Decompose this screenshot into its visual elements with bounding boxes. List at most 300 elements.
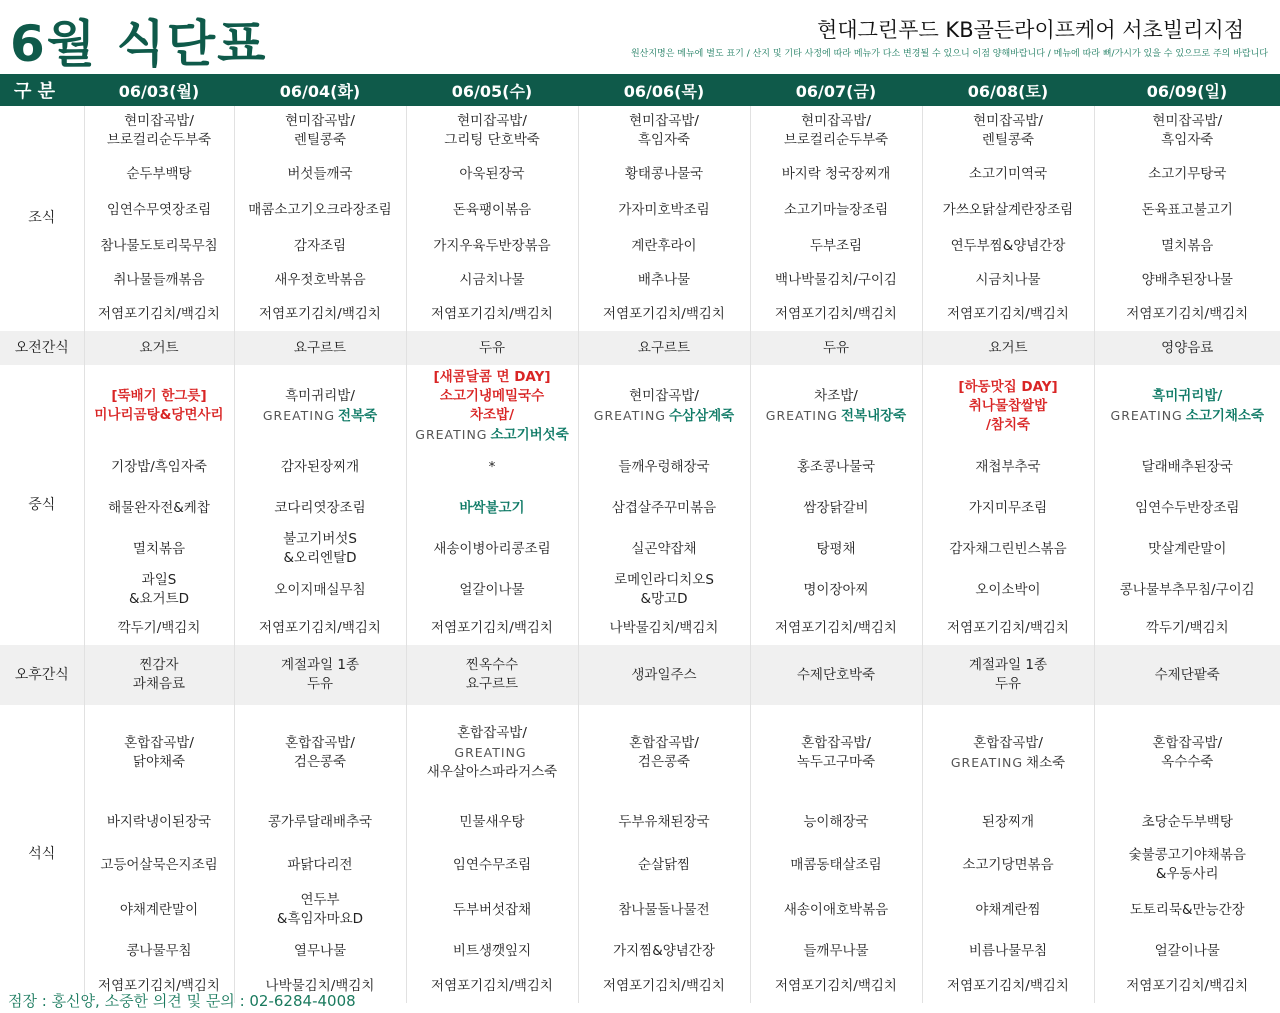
menu-text: 파닭다리전 [287, 856, 353, 873]
rice-text: 혼합잡곡밥/ 닭야채죽 [124, 735, 194, 770]
menu-cell [922, 365, 1094, 447]
day-header: 06/04(화) [234, 74, 406, 106]
menu-cell [578, 264, 750, 297]
menu-cell [84, 705, 234, 801]
menu-text: 초당순두부백탕 [1141, 813, 1233, 830]
snack-item: 찐옥수수 요구르트 [465, 657, 519, 692]
menu-cell [1094, 969, 1280, 1003]
menu-cell [578, 106, 750, 156]
menu-text: 현미잡곡밥/ 그리팅 단호박죽 [444, 113, 540, 148]
menu-cell [234, 331, 406, 365]
menu-cell [578, 801, 750, 843]
dinner-label: 석식 [28, 845, 56, 862]
menu-text: 저염포기김치/백김치 [947, 619, 1069, 636]
porridge-name: 전복죽 [338, 407, 378, 424]
menu-text: 고등어살묵은지조림 [100, 856, 218, 873]
menu-text: 소고기무탕국 [1148, 165, 1227, 182]
menu-text: 콩가루달래배추국 [267, 813, 373, 830]
menu-text: 기장밥/흑임자죽 [111, 458, 207, 475]
menu-cell [750, 228, 922, 264]
menu-text: 들깨우렁해장국 [618, 458, 710, 475]
porridge-name: 채소죽 [1026, 754, 1066, 771]
menu-cell [234, 529, 406, 569]
menu-cell [750, 331, 922, 365]
menu-cell [406, 969, 578, 1003]
menu-cell [578, 297, 750, 331]
menu-text: 멸치볶음 [1161, 237, 1214, 254]
menu-cell [234, 365, 406, 447]
menu-cell [922, 297, 1094, 331]
porridge-name: 수삼삼계죽 [669, 407, 735, 424]
menu-text: 가지미무조림 [968, 499, 1048, 516]
menu-text: 오이지매실무침 [274, 581, 366, 598]
menu-cell [406, 192, 578, 228]
menu-text: 현미잡곡밥/ 흑임자죽 [1152, 113, 1223, 148]
menu-text: 코다리엿장조림 [274, 499, 366, 516]
menu-cell [234, 156, 406, 192]
snack-item: 두유 [478, 339, 506, 356]
lunch-row [0, 611, 1280, 645]
menu-text: 시금치나물 [975, 272, 1041, 288]
snack-item: 요거트 [139, 339, 179, 356]
menu-text: 명이장아찌 [803, 581, 869, 598]
snack-item: 요구르트 [293, 339, 347, 356]
menu-text: 배추나물 [637, 272, 691, 288]
menu-text: 감자된장찌개 [280, 458, 360, 475]
menu-cell [1094, 331, 1280, 365]
menu-text: 저염포기김치/백김치 [603, 977, 725, 994]
menu-table [0, 74, 1280, 1003]
menu-cell [1094, 887, 1280, 933]
menu-text: 재첩부추국 [975, 458, 1041, 475]
menu-cell [578, 487, 750, 529]
breakfast-row [0, 264, 1280, 297]
menu-cell [750, 192, 922, 228]
menu-text: 비트생깻잎지 [452, 942, 532, 959]
menu-cell [234, 705, 406, 801]
menu-cell [84, 106, 234, 156]
menu-cell [922, 228, 1094, 264]
menu-text: 저염포기김치/백김치 [431, 977, 553, 994]
menu-text: 두부조림 [809, 237, 863, 254]
menu-cell [1094, 529, 1280, 569]
menu-text: 실곤약잡채 [631, 540, 697, 557]
menu-cell [406, 843, 578, 887]
corner-label: 구 분 [0, 74, 84, 106]
menu-cell [922, 264, 1094, 297]
menu-text: 얼갈이나물 [459, 581, 525, 598]
dinner-row [0, 801, 1280, 843]
menu-text: 매콤동태살조림 [790, 856, 882, 873]
menu-cell [234, 487, 406, 529]
menu-cell [750, 487, 922, 529]
snack-item: 계절과일 1종 두유 [968, 657, 1048, 692]
menu-cell [84, 569, 234, 611]
menu-text: 취나물들깨볶음 [113, 272, 205, 288]
rice-text: 혼합잡곡밥/ [457, 725, 527, 741]
menu-cell [922, 192, 1094, 228]
menu-cell [922, 645, 1094, 705]
breakfast-row [0, 192, 1280, 228]
menu-text: 열무나물 [293, 942, 347, 959]
menu-cell [578, 887, 750, 933]
menu-text: 능이해장국 [803, 813, 869, 830]
menu-cell [406, 933, 578, 969]
menu-text: 감자채그린빈스볶음 [949, 540, 1067, 557]
menu-cell [578, 645, 750, 705]
menu-text: 감자조림 [293, 237, 347, 254]
menu-cell [922, 569, 1094, 611]
porridge-line [579, 406, 750, 426]
day-header: 06/08(토) [922, 74, 1094, 106]
menu-cell [1094, 645, 1280, 705]
footer-contact: 점장 : 홍신양, 소중한 의견 및 문의 : 02-6284-4008 [8, 992, 356, 1010]
menu-cell [578, 569, 750, 611]
breakfast-row [0, 156, 1280, 192]
pm_snack-label: 오후간식 [0, 645, 84, 705]
menu-cell [578, 705, 750, 801]
menu-cell [406, 228, 578, 264]
menu-cell [1094, 192, 1280, 228]
menu-cell [750, 297, 922, 331]
snack-item: 영양음료 [1161, 339, 1214, 356]
menu-text: 도토리묵&만능간장 [1129, 901, 1245, 918]
menu-cell [922, 887, 1094, 933]
special-menu: [하동맛집 DAY] 취나물찹쌀밥 /참치죽 [958, 378, 1058, 433]
porridge-name: 소고기버섯죽 [490, 426, 569, 443]
menu-cell [406, 887, 578, 933]
menu-text: 탕평채 [816, 540, 856, 557]
menu-text: 두부버섯잡채 [452, 901, 532, 918]
menu-cell [84, 487, 234, 529]
day-header: 06/07(금) [750, 74, 922, 106]
menu-text: 새송이애호박볶음 [783, 901, 889, 918]
rice-text: 혼합잡곡밥/ 옥수수죽 [1152, 735, 1223, 770]
menu-cell [84, 264, 234, 297]
menu-cell [578, 969, 750, 1003]
menu-cell [234, 192, 406, 228]
menu-cell [234, 297, 406, 331]
menu-text: 임연수무조림 [452, 856, 532, 873]
menu-cell [84, 611, 234, 645]
menu-cell [922, 705, 1094, 801]
menu-cell [84, 529, 234, 569]
menu-text: 해물완자전&케찹 [108, 499, 210, 516]
menu-cell [922, 331, 1094, 365]
menu-cell [406, 705, 578, 801]
menu-text: 연두부찜&양념간장 [950, 237, 1066, 254]
menu-cell [406, 297, 578, 331]
menu-text: 가지찜&양념간장 [613, 942, 715, 959]
menu-text: 황태콩나물국 [624, 165, 704, 182]
snack-item: 생과일주스 [631, 666, 697, 683]
snack-item: 수제단호박죽 [796, 666, 876, 683]
menu-text: 오이소박이 [975, 581, 1041, 598]
porridge-name: 전복내장죽 [841, 407, 907, 424]
menu-cell [84, 297, 234, 331]
am_snack-label: 오전간식 [0, 331, 84, 365]
menu-cell [84, 447, 234, 487]
menu-text: 현미잡곡밥/ 흑임자죽 [629, 113, 699, 148]
menu-cell [578, 228, 750, 264]
menu-text: 저염포기김치/백김치 [603, 305, 725, 322]
menu-text: 돈육팽이볶음 [452, 201, 532, 218]
menu-cell [406, 487, 578, 529]
breakfast-row [0, 297, 1280, 331]
menu-text: 시금치나물 [459, 272, 525, 288]
menu-cell [406, 264, 578, 297]
menu-cell [234, 843, 406, 887]
menu-cell [234, 645, 406, 705]
menu-cell [84, 192, 234, 228]
menu-cell [1094, 705, 1280, 801]
snack-item: 요거트 [988, 339, 1028, 356]
menu-cell [406, 611, 578, 645]
menu-text: 돈육표고불고기 [1141, 201, 1233, 218]
menu-text: 매콤소고기오크라장조림 [248, 201, 392, 218]
menu-cell [922, 801, 1094, 843]
day-header: 06/09(일) [1094, 74, 1280, 106]
greating-logo: GREATING [1110, 407, 1183, 423]
menu-cell [922, 969, 1094, 1003]
menu-cell [750, 529, 922, 569]
menu-text: 새우젓호박볶음 [274, 272, 366, 288]
menu-text: 저염포기김치/백김치 [98, 305, 220, 322]
menu-text: 저염포기김치/백김치 [259, 619, 381, 636]
menu-text: 비름나물무침 [968, 942, 1048, 959]
origin-note: 원산지명은 메뉴에 별도 표기 / 산지 및 기타 사정에 따라 메뉴가 다소 변경될 수 있으니 이점 양해바랍니다 / 메뉴에 따라 뼈/가시가 있을 수 있으므로 주의 바랍니다 [630, 49, 1268, 59]
menu-cell [84, 933, 234, 969]
menu-cell [406, 645, 578, 705]
menu-text: 콩나물부추무침/구이김 [1119, 581, 1255, 598]
menu-text: 순두부백탕 [126, 165, 192, 182]
menu-text: 저염포기김치/백김치 [431, 619, 553, 636]
menu-text: 계란후라이 [631, 237, 697, 254]
rice-text: 혼합잡곡밥/ 녹두고구마죽 [796, 735, 876, 770]
menu-cell [578, 933, 750, 969]
menu-cell [750, 447, 922, 487]
special-rice: 차조밥/ [469, 406, 515, 423]
menu-cell [84, 331, 234, 365]
menu-cell [234, 611, 406, 645]
menu-text: 두부유채된장국 [618, 813, 710, 830]
menu-text: 숯불콩고기야채볶음 &우동사리 [1128, 847, 1246, 882]
lunch-row [0, 569, 1280, 611]
menu-text: 로메인라디치오S &망고D [614, 572, 714, 607]
porridge-line [407, 743, 578, 763]
greating-logo: GREATING [765, 407, 838, 423]
menu-cell [406, 801, 578, 843]
menu-text: 나박물김치/백김치 [609, 619, 719, 636]
pm_snack-row [0, 645, 1280, 705]
snack-item: 찐감자 과채음료 [132, 657, 186, 692]
menu-cell [84, 645, 234, 705]
header-row [0, 74, 1280, 106]
menu-text: 삼겹살주꾸미볶음 [611, 499, 717, 516]
page-title: 6월 식단표 [10, 15, 268, 73]
menu-text: 아욱된장국 [459, 165, 525, 182]
menu-cell [406, 569, 578, 611]
menu-cell [234, 228, 406, 264]
menu-cell [922, 611, 1094, 645]
menu-cell [1094, 156, 1280, 192]
menu-cell [406, 447, 578, 487]
porridge-line [1095, 406, 1280, 426]
menu-cell [922, 106, 1094, 156]
menu-cell [750, 843, 922, 887]
menu-text: 홍조콩나물국 [796, 458, 876, 475]
menu-text: 연두부 &흑임자마요D [276, 892, 364, 927]
lunch-row [0, 529, 1280, 569]
menu-cell [84, 228, 234, 264]
porridge-line [923, 753, 1094, 773]
menu-cell [406, 365, 578, 447]
menu-cell [406, 529, 578, 569]
dinner-row [0, 843, 1280, 887]
breakfast-row [0, 228, 1280, 264]
special-menu: [새콤달콤 면 DAY] 소고기냉메밀국수 [433, 368, 551, 404]
menu-text: 바싹불고기 [459, 499, 525, 516]
menu-cell [1094, 843, 1280, 887]
menu-cell [234, 264, 406, 297]
day-header: 06/06(목) [578, 74, 750, 106]
menu-text: 야채계란말이 [119, 901, 199, 918]
menu-cell [922, 487, 1094, 529]
menu-text: 저염포기김치/백김치 [259, 305, 381, 322]
menu-cell [750, 645, 922, 705]
menu-cell [234, 447, 406, 487]
menu-text: 현미잡곡밥/ 렌틸콩죽 [973, 113, 1043, 148]
menu-text: 소고기당면볶음 [962, 856, 1054, 873]
greating-logo: GREATING [593, 407, 666, 423]
menu-text: 콩나물무침 [126, 942, 192, 959]
menu-cell [750, 106, 922, 156]
menu-text: 현미잡곡밥/ 렌틸콩죽 [285, 113, 355, 148]
greating-logo: GREATING [950, 754, 1024, 770]
menu-text: 버섯들깨국 [287, 165, 353, 182]
porridge-line [407, 425, 578, 445]
menu-cell [750, 569, 922, 611]
menu-cell [234, 801, 406, 843]
menu-text: 과일S &요거트D [128, 572, 190, 607]
menu-text: 저염포기김치/백김치 [775, 305, 897, 322]
greating-logo: GREATING [262, 407, 336, 423]
dinner-row [0, 933, 1280, 969]
menu-cell [750, 264, 922, 297]
menu-text: 저염포기김치/백김치 [98, 977, 220, 994]
menu-cell [750, 156, 922, 192]
porridge-line [751, 406, 922, 426]
menu-text: 바지락 청국장찌개 [781, 165, 891, 182]
menu-cell [1094, 106, 1280, 156]
menu-text: 저염포기김치/백김치 [1126, 305, 1249, 322]
menu-cell [578, 529, 750, 569]
menu-cell [578, 843, 750, 887]
lunch-label: 중식 [28, 496, 56, 513]
menu-text: 소고기미역국 [968, 165, 1048, 182]
menu-cell [578, 156, 750, 192]
menu-text: 들깨무나물 [803, 942, 869, 959]
menu-cell [234, 933, 406, 969]
rice-text: 흑미귀리밥/ [285, 387, 355, 404]
snack-item: 두유 [822, 339, 850, 356]
menu-text: 양배추된장나물 [1141, 272, 1233, 288]
menu-text: 저염포기김치/백김치 [947, 977, 1069, 994]
menu-text: 바지락냉이된장국 [106, 813, 212, 830]
menu-text: 저염포기김치/백김치 [775, 977, 897, 994]
menu-text: 참나물돌나물전 [618, 901, 710, 918]
menu-cell [84, 843, 234, 887]
menu-text: 저염포기김치/백김치 [775, 619, 897, 636]
menu-body [0, 106, 1280, 1003]
rice-text: 차조밥/ [814, 387, 858, 404]
menu-text: 가지우육두반장볶음 [433, 237, 551, 254]
menu-cell [1094, 264, 1280, 297]
menu-cell [1094, 297, 1280, 331]
menu-cell [84, 156, 234, 192]
menu-text: 야채계란찜 [975, 901, 1041, 918]
menu-cell [1094, 801, 1280, 843]
menu-cell [750, 933, 922, 969]
menu-cell [578, 331, 750, 365]
menu-text: 임연수두반장조림 [1135, 499, 1240, 516]
menu-cell [234, 887, 406, 933]
menu-text: 쌈장닭갈비 [803, 499, 869, 516]
menu-cell [406, 106, 578, 156]
snack-item: 요구르트 [637, 339, 691, 356]
menu-cell [84, 365, 234, 447]
menu-text: 저염포기김치/백김치 [431, 305, 553, 322]
special-menu: [뚝배기 한그릇] 미나리곰탕&당면사리 [94, 388, 224, 423]
menu-cell [578, 611, 750, 645]
menu-text: 소고기마늘장조림 [783, 201, 889, 218]
dinner-row [0, 887, 1280, 933]
menu-text: 백나박물김치/구이김 [775, 272, 897, 288]
menu-cell [234, 106, 406, 156]
menu-cell [1094, 447, 1280, 487]
rice-text: 혼합잡곡밥/ [973, 734, 1043, 751]
menu-text: 달래배추된장국 [1141, 458, 1233, 475]
menu-cell [750, 611, 922, 645]
menu-cell [406, 331, 578, 365]
menu-text: 저염포기김치/백김치 [947, 305, 1069, 322]
menu-text: 민물새우탕 [459, 813, 525, 830]
menu-cell [84, 887, 234, 933]
snack-item: 계절과일 1종 두유 [280, 657, 360, 692]
menu-cell [922, 933, 1094, 969]
am_snack-row [0, 331, 1280, 365]
menu-cell [1094, 487, 1280, 529]
menu-text: * [488, 458, 496, 475]
menu-text: 현미잡곡밥/ 브로컬리순두부죽 [106, 113, 212, 148]
menu-text: 가자미호박조림 [618, 201, 710, 218]
menu-text: 순살닭찜 [637, 856, 691, 873]
porridge-name: 소고기채소죽 [1185, 407, 1264, 424]
menu-cell [1094, 365, 1280, 447]
menu-text: 맛살계란말이 [1148, 540, 1227, 557]
menu-cell [750, 801, 922, 843]
menu-cell [750, 705, 922, 801]
porridge-name: 새우살아스파라거스죽 [426, 764, 558, 780]
menu-text: 얼갈이나물 [1154, 942, 1220, 959]
menu-text: 불고기버섯S &오리엔탈D [283, 531, 357, 566]
menu-text: 저염포기김치/백김치 [1126, 977, 1249, 994]
dinner-row [0, 705, 1280, 801]
company-name: 현대그린푸드 KB골든라이프케어 서초빌리지점 [817, 18, 1244, 42]
menu-cell [922, 447, 1094, 487]
menu-cell [578, 447, 750, 487]
snack-item: 수제단팥죽 [1154, 666, 1220, 683]
